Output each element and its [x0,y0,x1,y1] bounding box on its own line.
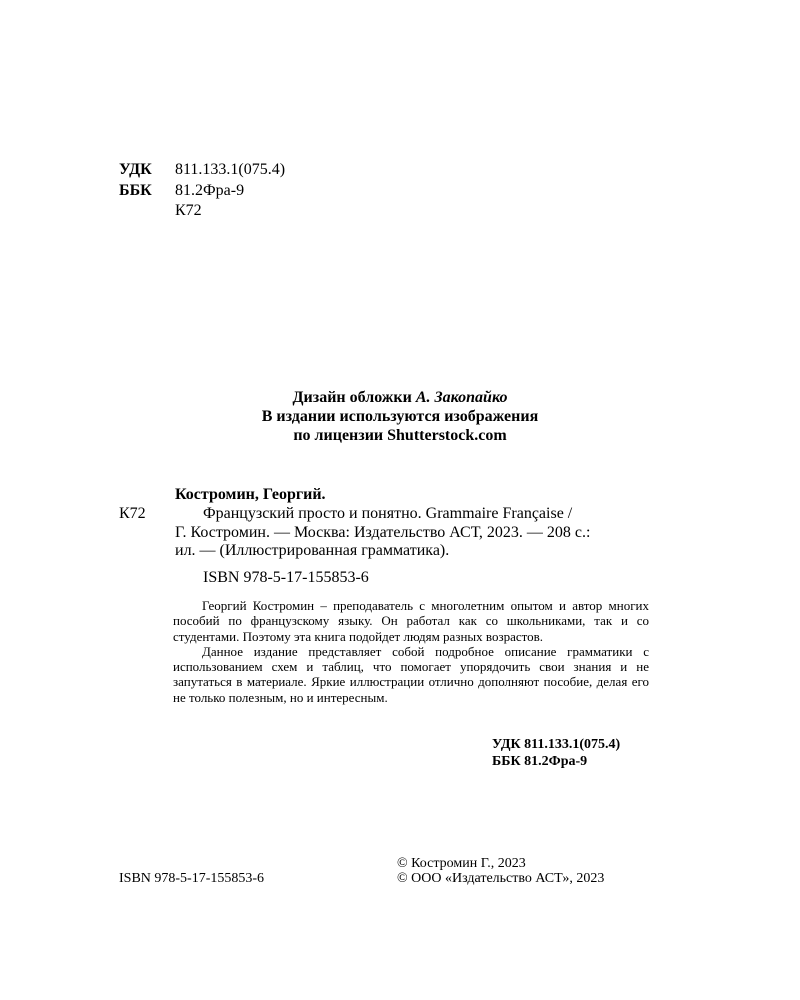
copyright-publisher: © ООО «Издательство АСТ», 2023 [397,871,605,886]
footer-isbn: ISBN 978-5-17-155853-6 [119,871,265,886]
credits-block [0,388,800,445]
bib-series-line: ил. — (Иллюстрированная грамматика). [175,542,450,559]
bib-author: Костромин, Георгий. [175,486,326,503]
bbk-value: 81.2Фра-9 [175,182,245,199]
cover-design-credit [0,388,800,407]
bbk-code: ББК 81.2Фра-9 [492,754,588,769]
classification-codes [492,736,620,770]
udk-code: УДК 811.133.1(075.4) [492,737,621,752]
annotation-paragraph-1: Георгий Костромин – преподаватель с многолетним опытом и автор многих пособий по французскому языку. Он работал как со школьниками, так и со студентами. Поэтому эта книга подойдет людям разных возрастов. [173,598,649,644]
images-license-line2: по лицензии Shutterstock.com [293,427,507,444]
bib-publication-line: Г. Костромин. — Москва: Издательство АСТ, 2023. — 208 с.: [175,524,591,541]
bib-isbn: ISBN 978-5-17-155853-6 [203,569,369,586]
cover-designer-name: А. Закопайко [415,389,508,406]
annotation [173,598,649,705]
cover-design-prefix: Дизайн обложки [292,389,416,406]
bib-title-line: Французский просто и понятно. Grammaire Française / [203,505,573,522]
bib-sign: К72 [119,505,146,522]
images-license-line1: В издании используются изображения [261,408,539,425]
udk-label: УДК [119,161,152,178]
annotation-paragraph-2: Данное издание представляет собой подробное описание грамматики с использованием схем и таблиц, что помогает упорядочить свои знания и не запутаться в материале. Яркие иллюстрации отлично дополняют пособие, делая его не только полезным, но и интересным. [173,643,649,705]
bbk-label: ББК [119,182,152,199]
author-sign: К72 [175,202,202,219]
udk-value: 811.133.1(075.4) [175,161,286,178]
copyright-author: © Костромин Г., 2023 [397,856,526,871]
